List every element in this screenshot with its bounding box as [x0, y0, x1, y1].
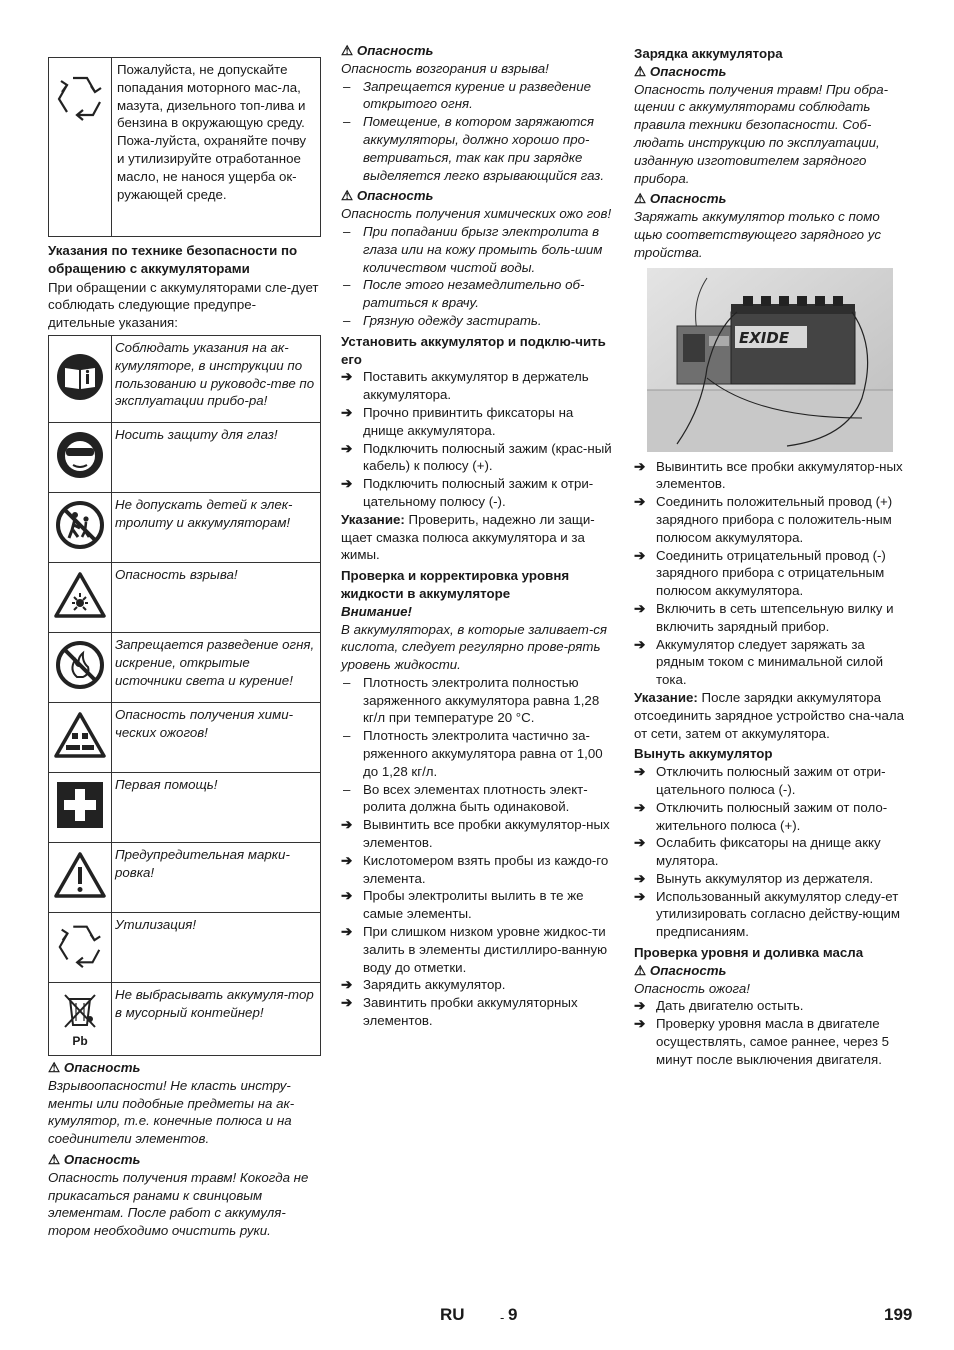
pb-label: Pb — [72, 1034, 88, 1049]
symbol-row — [49, 842, 321, 912]
note: Указание: После зарядки аккумулятора отсоединить зарядное устройство сна-чала от сети, затем от аккумулятора. — [634, 689, 905, 741]
symbol-text: Утилизация! — [112, 912, 321, 982]
arrow-icon: ➔ — [634, 458, 646, 474]
step-item: ➔ Вывинтить все пробки аккумулятор-ных элементов. — [341, 817, 610, 851]
symbol-row — [49, 562, 321, 632]
footer-lang: RU — [440, 1305, 465, 1324]
arrow-icon: ➔ — [341, 404, 353, 420]
step-item: ➔ Отключить полюсный зажим от отри-цательного полюса (-). — [634, 764, 886, 797]
symbol-text: Не выбрасывать аккумуля-тор в мусорный контейнер! — [112, 982, 321, 1055]
danger-label: ⚠ Опасность — [634, 962, 727, 978]
step-item: ➔ Ослабить фиксаторы на днище акку мулятора. — [634, 835, 881, 869]
danger-label: ⚠ Опасность — [634, 63, 727, 79]
danger-label: ⚠ Опасность — [48, 1059, 141, 1075]
battery-charger-illustration — [647, 268, 893, 452]
symbol-row — [49, 335, 321, 422]
attention-text: В аккумуляторах, в которые заливает-ся кислота, следует регулярно прове-рять уровень жидкости. — [341, 621, 607, 673]
danger-label: ⚠ Опасность — [341, 43, 434, 58]
step-item: ➔ Соединить положительный провод (+) зарядного прибора с положитель-ным полюсом аккумулятора. — [634, 494, 893, 545]
charge-heading: Зарядка аккумулятора — [634, 46, 783, 61]
step-item: ➔ Вывинтить все пробки аккумулятор-ных элементов. — [634, 458, 903, 492]
step-item: ➔ Подключить полюсный зажим (крас-ный кабель) к полюсу (+). — [341, 440, 612, 474]
arrow-icon: ➔ — [341, 476, 353, 492]
danger-title: Опасность ожога! — [634, 980, 750, 996]
footer-sep: - — [500, 1310, 505, 1325]
arrow-icon: ➔ — [634, 1016, 646, 1032]
step-item: ➔ Включить в сеть штепсельную вилку и включить зарядный прибор. — [634, 600, 894, 634]
safety-heading: Указания по технике безопасности по обращению с аккумуляторами — [48, 243, 298, 276]
symbol-row — [49, 772, 321, 842]
danger-label: ⚠ Опасность — [48, 1151, 141, 1167]
danger-label: ⚠ Опасность — [341, 188, 434, 204]
symbol-row — [49, 492, 321, 562]
symbol-text: Первая помощь! — [112, 772, 321, 842]
step-item: ➔ Завинтить пробки аккумуляторных элементов. — [341, 995, 578, 1029]
arrow-icon: ➔ — [634, 600, 646, 616]
explosion-icon — [54, 571, 106, 619]
list-item: – При попадании брызг электролита в глаза или на кожу промыть боль-шим количеством чистой воды. — [343, 223, 603, 275]
no-fire-icon — [55, 640, 105, 690]
warning-icon: ⚠ — [341, 43, 353, 58]
arrow-icon: ➔ — [634, 799, 646, 815]
photo-brand: EXIDE — [739, 328, 790, 347]
arrow-icon: ➔ — [341, 440, 353, 456]
arrow-icon: ➔ — [634, 888, 646, 904]
step-item: ➔ Использованный аккумулятор следу-ет утилизировать согласно действу-ющим предписаниям. — [634, 888, 901, 940]
warning-icon: ⚠ — [634, 962, 646, 978]
step-item: ➔ Пробы электролиты вылить в те же самые элементы. — [341, 888, 584, 922]
column-1 — [48, 40, 321, 1240]
warning-icon: ⚠ — [341, 188, 353, 204]
arrow-icon: ➔ — [634, 636, 646, 652]
symbol-row — [49, 632, 321, 702]
arrow-icon: ➔ — [341, 977, 353, 993]
symbol-row — [49, 702, 321, 772]
arrow-icon: ➔ — [634, 494, 646, 510]
symbol-text: Запрещается разведение огня, искрение, открытые источники света и курение! — [112, 632, 321, 702]
warning-icon: ⚠ — [634, 191, 646, 207]
symbol-text: Опасность получения хими-ческих ожогов! — [112, 702, 321, 772]
arrow-icon: ➔ — [341, 888, 353, 904]
arrow-icon: ➔ — [634, 870, 646, 886]
symbol-row — [49, 982, 321, 1055]
column-3 — [634, 45, 910, 1069]
environment-note: Пожалуйста, не допускайте попадания моторного мас-ла, мазута, дизельного топ-лива и бензина в окружающую среду. Пожа-луйста, охраняйте почву и утилизируйте отработанное масло, не нанося ущерба ок-ружающей среде. — [112, 58, 321, 237]
warning-icon: ⚠ — [48, 1151, 60, 1167]
danger-text: Заряжать аккумулятор только с помо щью соответствующего зарядного ус тройства. — [634, 209, 882, 260]
symbol-text: Предупредительная марки-ровка! — [112, 842, 321, 912]
danger-text: Опасность получения травм! Кокогда не прикасаться ранами к свинцовым элементам. После работ с аккумуля-тором необходимо очистить руки. — [48, 1169, 309, 1239]
safety-intro: При обращении с аккумуляторами сле-дует соблюдать следующие предупре-дительные указания: — [48, 279, 319, 331]
recycle-icon — [53, 70, 107, 124]
arrow-icon: ➔ — [634, 547, 646, 563]
footer-section-page: 9 — [508, 1305, 518, 1324]
step-item: ➔ Соединить отрицательный провод (-) зарядного прибора с отрицательным полюсом аккумулятора. — [634, 547, 886, 599]
symbol-text: Носить защиту для глаз! — [112, 422, 321, 492]
step-item: ➔ Прочно привинтить фиксаторы на днище аккумулятора. — [341, 404, 574, 438]
remove-heading: Вынуть аккумулятор — [634, 746, 773, 762]
step-item: ➔ Поставить аккумулятор в держатель аккумулятора. — [341, 369, 589, 403]
battery-charging-photo — [647, 268, 893, 452]
step-item: ➔ Подключить полюсный зажим к отри-цательному полюсу (-). — [341, 476, 594, 509]
list-item: – Помещение, в котором заряжаются аккумуляторы, должно хорошо про-ветриваться, так как при зарядке выделяется легко взрывающийся газ. — [343, 114, 605, 183]
list-item: – Во всех элементах плотность элект-ролита должна быть одинаковой. — [343, 781, 588, 815]
oil-heading: Проверка уровня и доливка масла — [634, 945, 864, 961]
step-item: ➔ Проверку уровня масла в двигателе осуществлять, самое раннее, через 5 минут после выключения двигателя. — [634, 1016, 890, 1067]
symbol-text: Соблюдать указания на ак-кумуляторе, в инструкции по пользованию и руководс-тве по эксплуатации прибо-ра! — [112, 335, 321, 422]
list-item: – Запрещается курение и разведение открытого огня. — [343, 78, 592, 112]
danger-text: Взрывоопасности! Не класть инстру-менты или подобные предметы на ак-кумулятор, т.е. конечные полюса и на соединители элементов. — [48, 1077, 295, 1147]
arrow-icon: ➔ — [634, 998, 646, 1014]
list-item: – Плотность электролита полностью заряженного аккумулятора равна 1,28 кг/л при температуре 20 °C. — [343, 674, 600, 726]
symbols-table — [48, 335, 321, 1056]
arrow-icon: ➔ — [634, 835, 646, 851]
step-item: ➔ Вынуть аккумулятор из держателя. — [634, 870, 874, 886]
warning-icon: ⚠ — [48, 1059, 60, 1075]
symbol-row — [49, 422, 321, 492]
danger-text: Опасность получения травм! При обра-щении с аккумуляторами соблюдать правила техники безопасности. Соб-людать инструкцию по эксплуатации, изданную изготовителем зарядного прибора. — [634, 81, 889, 186]
column-2 — [341, 42, 615, 1030]
step-item: ➔ Зарядить аккумулятор. — [341, 977, 506, 993]
danger-title: Опасность возгорания и взрыва! — [341, 60, 549, 76]
corrosive-icon — [54, 711, 106, 759]
list-item: – Плотность электролита частично за-ряженного аккумулятора равна от 1,00 до 1,28 кг/л. — [343, 728, 603, 779]
danger-title: Опасность получения химических ожо гов! — [341, 206, 612, 222]
list-item: – После этого незамедлительно об-ратиться к врачу. — [343, 277, 585, 311]
arrow-icon: ➔ — [341, 924, 353, 940]
eye-protection-icon — [55, 430, 105, 480]
no-bin-icon — [60, 991, 100, 1031]
step-item: ➔ Аккумулятор следует заряжать за рядным током с минимальной силой тока. — [634, 636, 884, 688]
arrow-icon: ➔ — [341, 852, 353, 868]
warning-icon — [54, 851, 106, 899]
warning-icon: ⚠ — [634, 63, 646, 79]
list-item: – Грязную одежду застирать. — [343, 312, 542, 328]
step-item: ➔ Кислотомером взять пробы из каждо-го элемента. — [341, 852, 609, 886]
page-number: 199 — [884, 1305, 913, 1324]
first-aid-icon — [56, 781, 104, 829]
danger-label: ⚠ Опасность — [634, 191, 727, 207]
manual-icon — [55, 352, 105, 402]
arrow-icon: ➔ — [341, 817, 353, 833]
step-item: ➔ Дать двигателю остыть. — [634, 998, 804, 1014]
step-item: ➔ При слишком низком уровне жидкос-ти залить в элементы дистиллиро-ванную воду до отметки. — [341, 924, 608, 975]
install-heading: Установить аккумулятор и подклю-чить его — [341, 333, 606, 367]
symbol-text: Опасность взрыва! — [112, 562, 321, 632]
no-children-icon — [55, 500, 105, 550]
step-item: ➔ Отключить полюсный зажим от поло-жительного полюса (+). — [634, 799, 888, 833]
arrow-icon: ➔ — [341, 995, 353, 1011]
symbol-text: Не допускать детей к элек-тролиту и аккумуляторам! — [112, 492, 321, 562]
note: Указание: Проверить, надежно ли защи-щает смазка полюса аккумулятора и за жимы. — [341, 511, 595, 563]
check-heading: Проверка и корректировка уровня жидкости в аккумуляторе — [341, 568, 570, 601]
arrow-icon: ➔ — [341, 369, 353, 385]
environment-table — [48, 57, 321, 237]
arrow-icon: ➔ — [634, 764, 646, 780]
recycle-icon — [54, 919, 106, 971]
symbol-row — [49, 912, 321, 982]
attention-label: Внимание! — [341, 603, 412, 619]
